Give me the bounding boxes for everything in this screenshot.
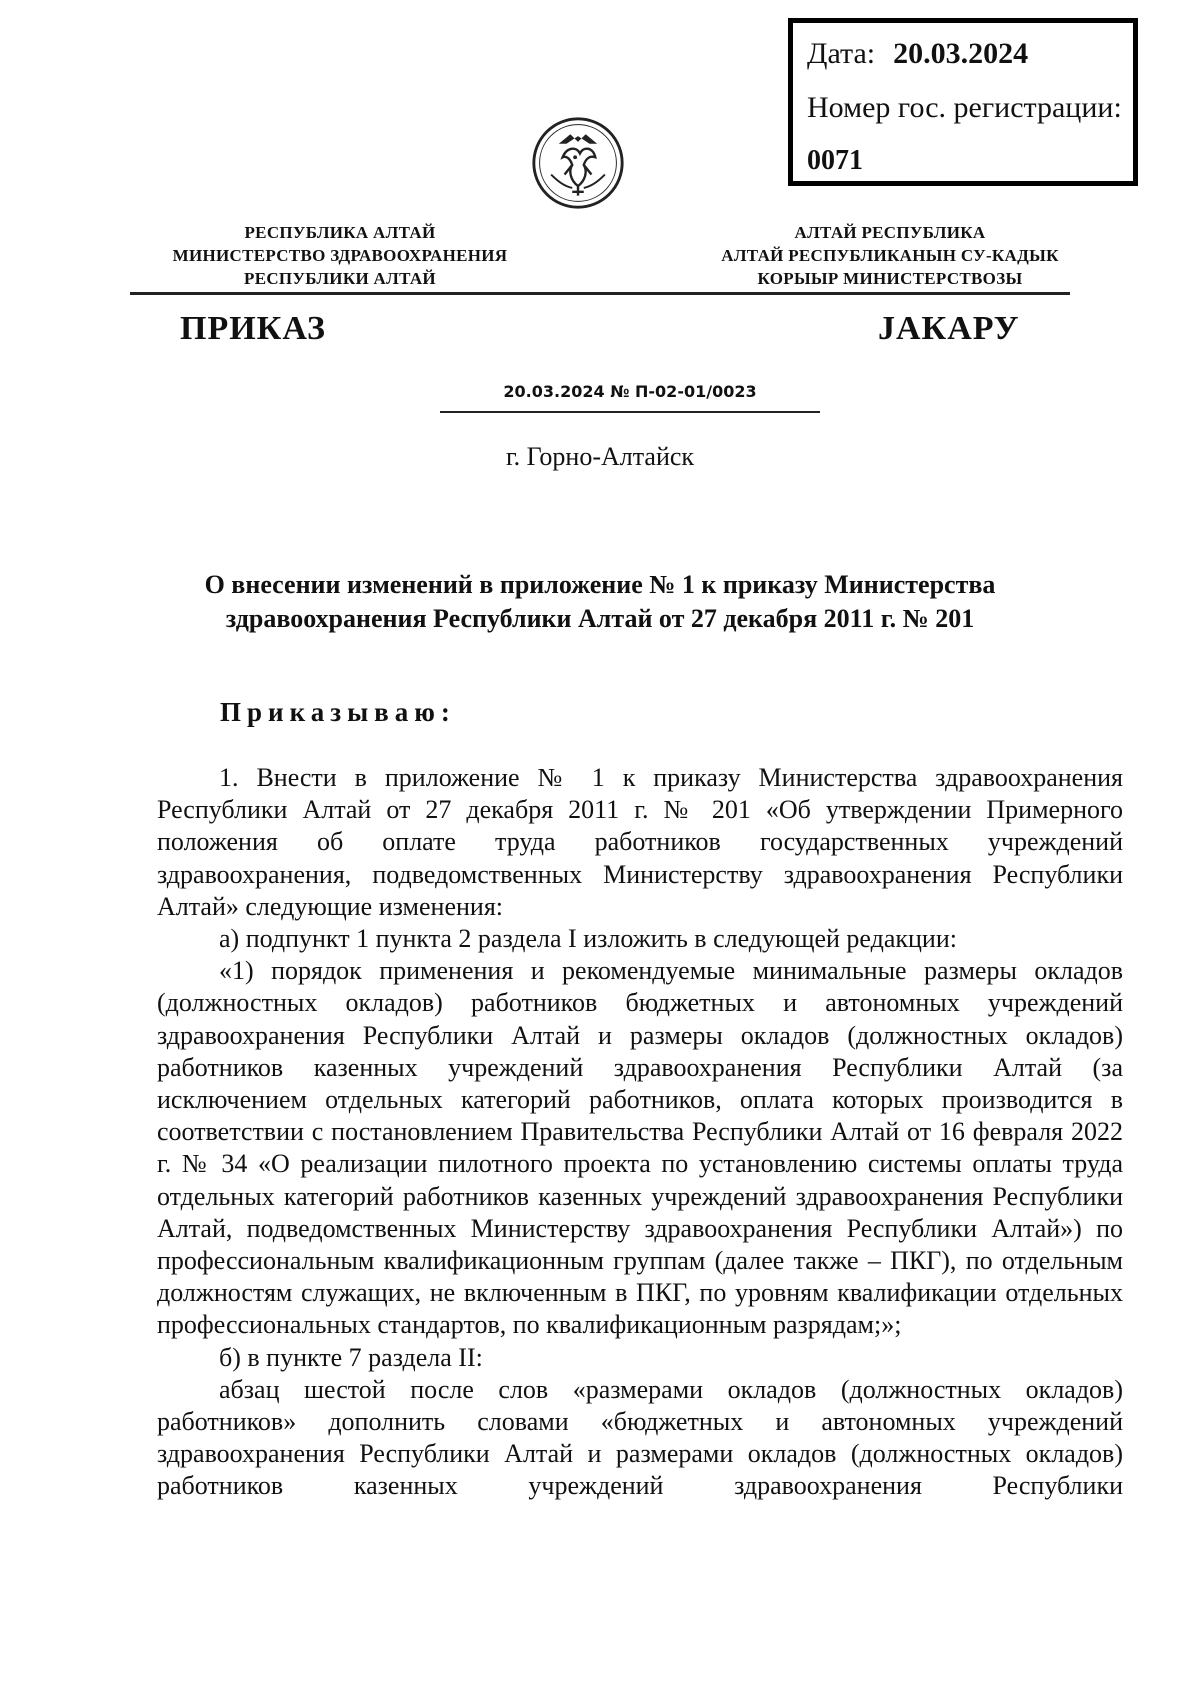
- header-right-line: АЛТАЙ РЕСПУБЛИКА: [794, 223, 986, 242]
- body-paragraph: 1. Внести в приложение № 1 к приказу Министерства здравоохранения Республики Алтай от 27 декабря 2011 г. № 201 «Об утверждении Примерного положения об оплате труда работников государственных учреждений здравоохранения, подведомственных Министерству здравоохранения Республики Алтай» следующие изменения:: [157, 763, 1123, 921]
- body-paragraph: а) подпункт 1 пункта 2 раздела I изложить в следующей редакции:: [219, 924, 957, 954]
- registration-number: 0071: [807, 145, 863, 176]
- header-left-line: РЕСПУБЛИКИ АЛТАЙ: [244, 269, 436, 288]
- doc-type-russian: ПРИКАЗ: [180, 310, 326, 347]
- registration-label: Номер гос. регистрации:: [807, 91, 1122, 124]
- body-paragraph: «1) порядок применения и рекомендуемые минимальные размеры окладов (должностных окладов) работников бюджетных и автономных учреждений здравоохранения Республики Алтай и размеры окладов (должностных окладов) работников казенных учреждений здравоохранения Республики Алтай (за исключением отдельных категорий работников, оплата которых производится в соответствии с постановлением Правительства Республики Алтай от 16 февраля 2022 г. № 34 «О реализации пилотного проекта по установлению системы оплаты труда отдельных категорий работников казенных учреждений здравоохранения Республики Алтай, подведомственных Министерству здравоохранения Республики Алтай») по профессиональным квалификационным группам (далее также – ПКГ), по отдельным должностям служащих, не включенным в ПКГ, по уровням квалификации отдельных профессиональных стандартов, по квалификационным разрядам;»;: [157, 956, 1123, 1340]
- orders-label: Приказываю:: [220, 697, 456, 727]
- header-left-line: МИНИСТЕРСТВО ЗДРАВООХРАНЕНИЯ: [172, 246, 508, 265]
- date-value: 20.03.2024: [893, 37, 1029, 70]
- order-number: 20.03.2024 № П-02-01/0023: [440, 382, 820, 413]
- header-divider: [130, 292, 1070, 295]
- document-title: О внесении изменений в приложение № 1 к приказу Министерства здравоохранения Республики Алтай от 27 декабря 2011 г. № 201: [204, 570, 996, 633]
- header-left: [140, 221, 540, 290]
- body-paragraph: абзац шестой после слов «размерами окладов (должностных окладов) работников» дополнить словами «бюджетных и автономных учреждений здравоохранения Республики Алтай и размерами окладов (должностных окладов) работников казенных учреждений здравоохранения Республики: [157, 1374, 1123, 1501]
- body-paragraph: б) в пункте 7 раздела II:: [219, 1342, 483, 1372]
- header-right: [700, 221, 1080, 290]
- header-right-line: АЛТАЙ РЕСПУБЛИКАНЫН СУ-КАДЫК: [721, 246, 1059, 265]
- registration-stamp: [788, 18, 1138, 186]
- header-right-line: КОРЫЫР МИНИСТЕРСТВОЗЫ: [757, 269, 1023, 288]
- date-label: Дата:: [807, 37, 876, 70]
- registration-date-line: [807, 37, 1133, 71]
- coat-of-arms-icon: [530, 115, 626, 211]
- document-body: [157, 762, 1123, 1503]
- doc-type-altai: JАКАРУ: [878, 310, 1020, 347]
- city: г. Горно-Алтайск: [505, 442, 695, 471]
- header-left-line: РЕСПУБЛИКА АЛТАЙ: [244, 223, 436, 242]
